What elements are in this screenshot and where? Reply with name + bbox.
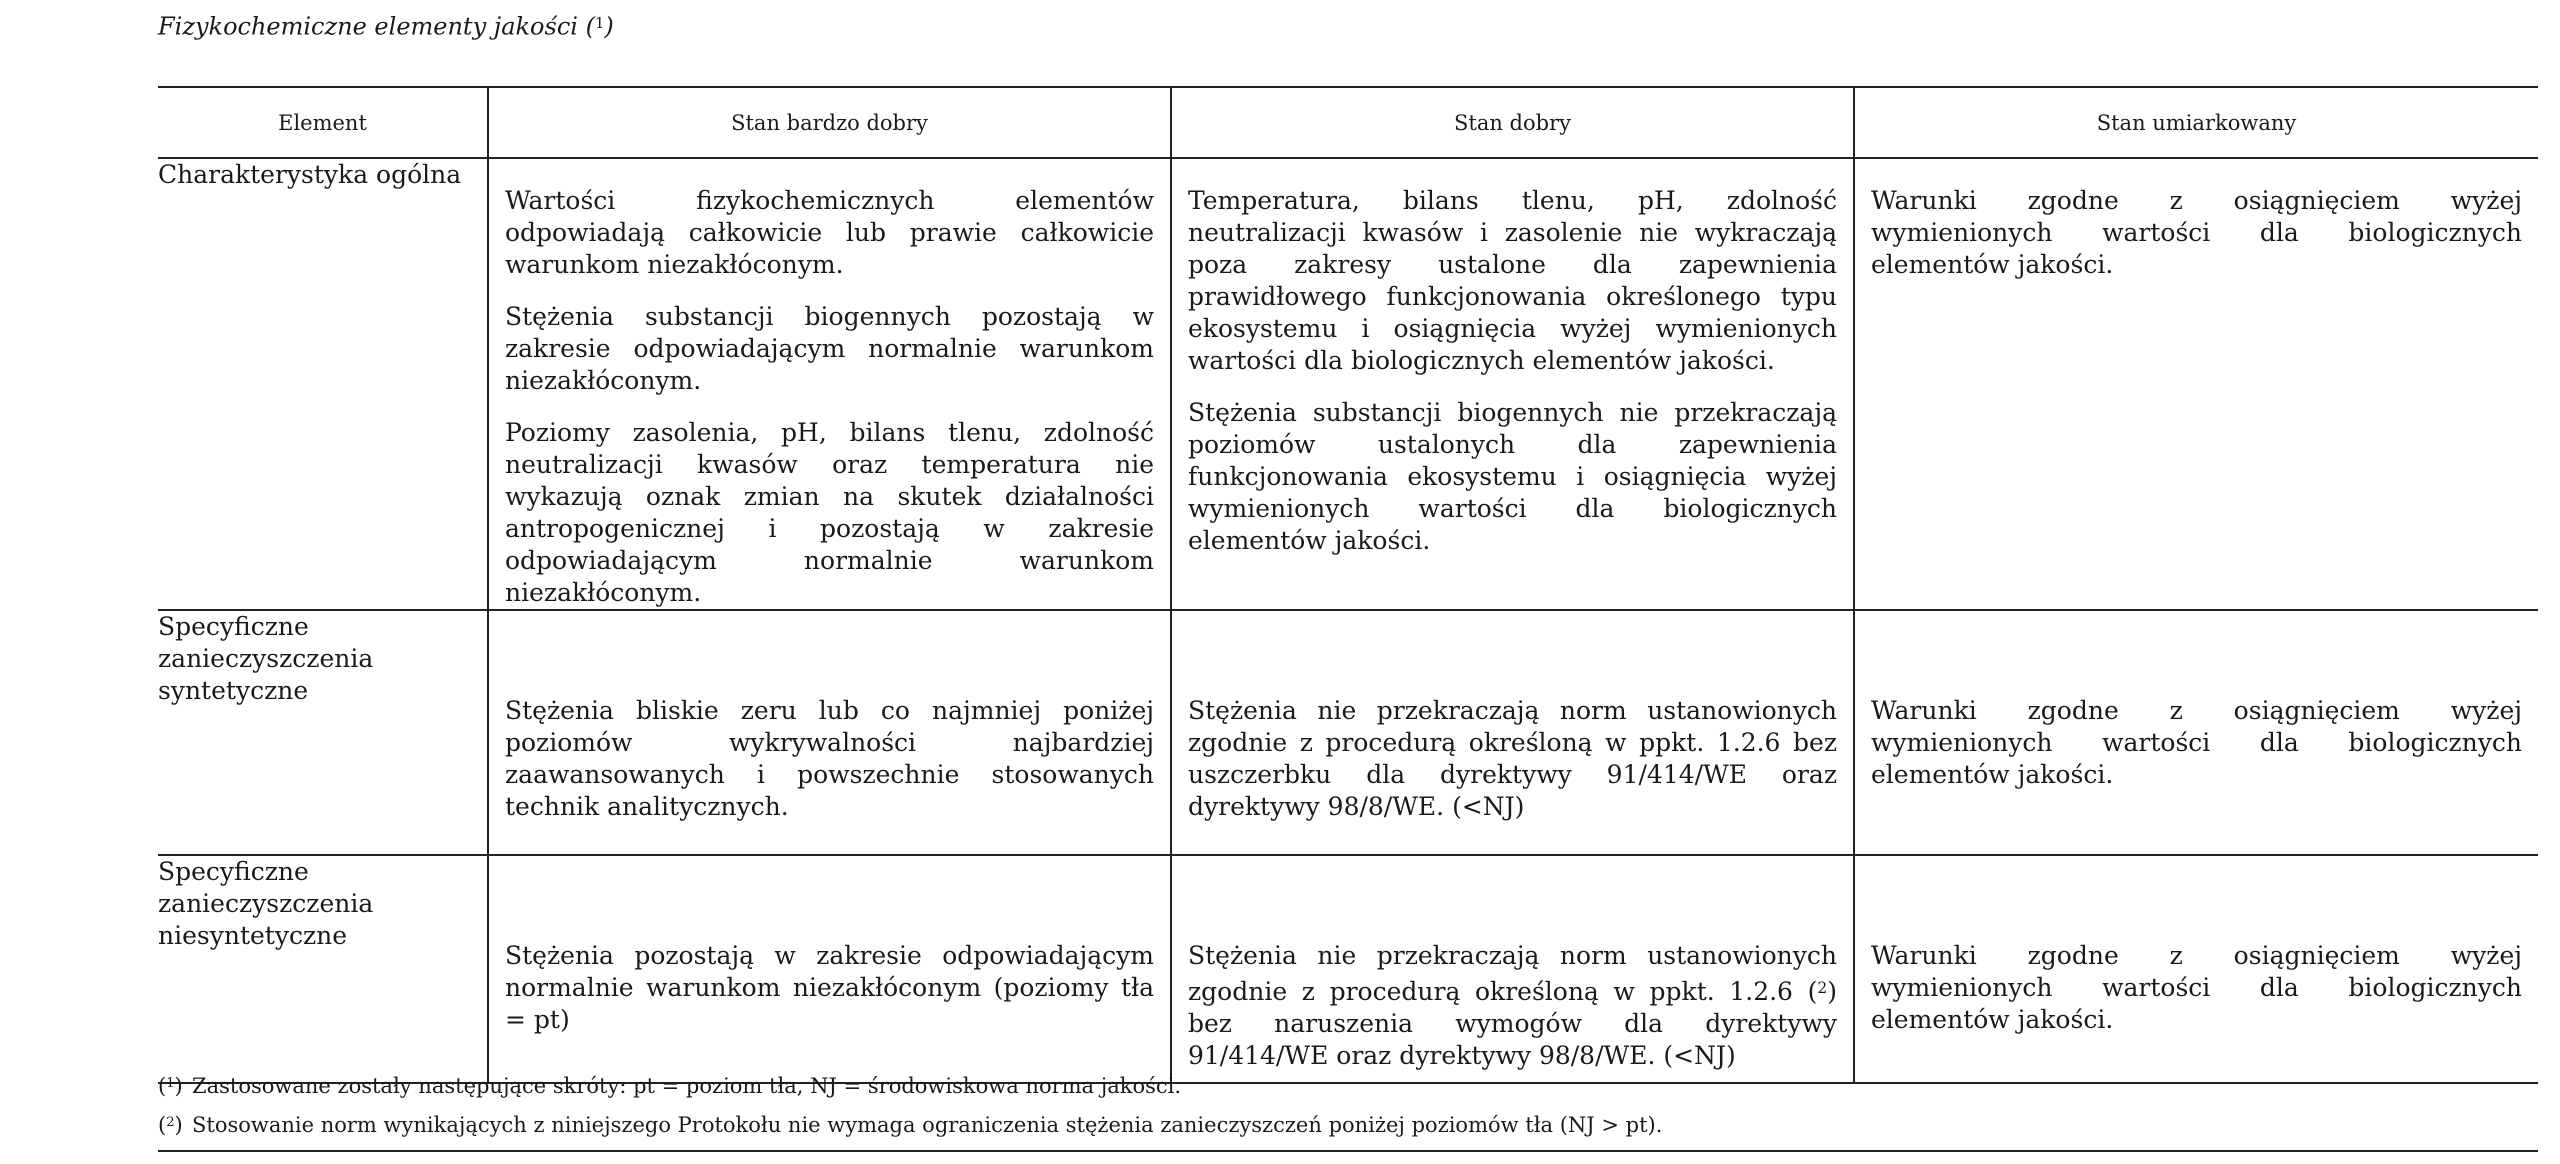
footnote-1 <box>158 1070 2538 1100</box>
section-title <box>158 7 614 43</box>
title-ref-open: ( <box>577 12 595 41</box>
table-row <box>158 610 2538 855</box>
document-page <box>158 0 2538 1164</box>
table-row <box>158 855 2538 1083</box>
footnote-ref[interactable]: 2 <box>1817 979 1828 997</box>
cell-good: Stężenia nie przekraczają norm ustanowionych zgodnie z procedurą określoną w ppkt. 1.2.6 bez uszczerbku dla dyrektywy 91/414/WE oraz dyrektywy 98/8/WE. (<NJ) <box>1171 610 1854 855</box>
cell-element: Specyficzne zanieczyszczenia syntetyczne <box>158 610 488 855</box>
footnote-text: Stosowanie norm wynikających z niniejszego Protokołu nie wymaga ograniczenia stężenia zanieczyszczeń poniżej poziomów tła (NJ > pt). <box>192 1112 1663 1137</box>
cell-good <box>1171 158 1854 610</box>
paragraph: Poziomy zasolenia, pH, bilans tlenu, zdolność neutralizacji kwasów oraz temperatura nie wykazują oznak zmian na skutek działalności antropogenicznej i pozostają w zakresie odpowiadającym normalnie warunkom niezakłóconym. <box>505 418 1154 607</box>
cell-very-good: Stężenia bliskie zeru lub co najmniej poniżej poziomów wykrywalności najbardziej zaawansowanych i powszechnie stosowanych technik analitycznych. <box>488 610 1171 855</box>
header-good: Stan dobry <box>1171 87 1854 158</box>
title-footnote-ref[interactable]: 1 <box>594 14 605 32</box>
footnote-text: Zastosowane zostały następujące skróty: pt = poziom tła, NJ = środowiskowa norma jakości. <box>192 1073 1182 1098</box>
paragraph: Stężenia substancji biogennych nie przekraczają poziomów ustalonych dla zapewnienia funkcjonowania ekosystemu i osiągnięcia wyżej wymienionych wartości dla biologicznych elementów jakości. <box>1188 398 1837 555</box>
cell-moderate: Warunki zgodne z osiągnięciem wyżej wymienionych wartości dla biologicznych elementów jakości. <box>1854 158 2538 610</box>
quality-elements-table <box>158 86 2538 1084</box>
header-moderate: Stan umiarkowany <box>1854 87 2538 158</box>
footnotes <box>158 1070 2538 1148</box>
footnote-mark: ($^2$) <box>158 1112 183 1137</box>
header-very-good: Stan bardzo dobry <box>488 87 1171 158</box>
title-ref-close: ) <box>604 12 614 41</box>
footnote-mark: ($^1$) <box>158 1073 183 1098</box>
cell-very-good <box>488 158 1171 610</box>
paragraph: Wartości fizykochemicznych elementów odpowiadają całkowicie lub prawie całkowicie warunkom niezakłóconym. <box>505 186 1154 279</box>
section-title-text: Fizykochemiczne elementy jakości <box>158 12 578 41</box>
bottom-rule <box>158 1150 2538 1152</box>
header-element: Element <box>158 87 488 158</box>
footnote-2 <box>158 1109 2538 1139</box>
cell-very-good: Stężenia pozostają w zakresie odpowiadającym normalnie warunkom niezakłóconym (poziomy tła = pt) <box>488 855 1171 1083</box>
cell-moderate: Warunki zgodne z osiągnięciem wyżej wymienionych wartości dla biologicznych elementów jakości. <box>1854 610 2538 855</box>
table-header-row <box>158 87 2538 158</box>
cell-good: Stężenia nie przekraczają norm ustanowionych zgodnie z procedurą określoną w ppkt. 1.2.6 ($^2$) bez naruszenia wymogów dla dyrektywy 91/414/WE oraz dyrektywy 98/8/WE. (<NJ) <box>1171 855 1854 1083</box>
paragraph: Stężenia substancji biogennych pozostają w zakresie odpowiadającym normalnie warunkom niezakłóconym. <box>505 302 1154 395</box>
cell-element: Specyficzne zanieczyszczenia niesyntetyczne <box>158 855 488 1083</box>
table-row <box>158 158 2538 610</box>
cell-element: Charakterystyka ogólna <box>158 158 488 610</box>
cell-moderate: Warunki zgodne z osiągnięciem wyżej wymienionych wartości dla biologicznych elementów jakości. <box>1854 855 2538 1083</box>
paragraph: Temperatura, bilans tlenu, pH, zdolność neutralizacji kwasów i zasolenie nie wykraczają poza zakresy ustalone dla zapewnienia prawidłowego funkcjonowania określonego typu ekosystemu i osiągnięcia wyżej wymienionych wartości dla biologicznych elementów jakości. <box>1188 186 1837 375</box>
